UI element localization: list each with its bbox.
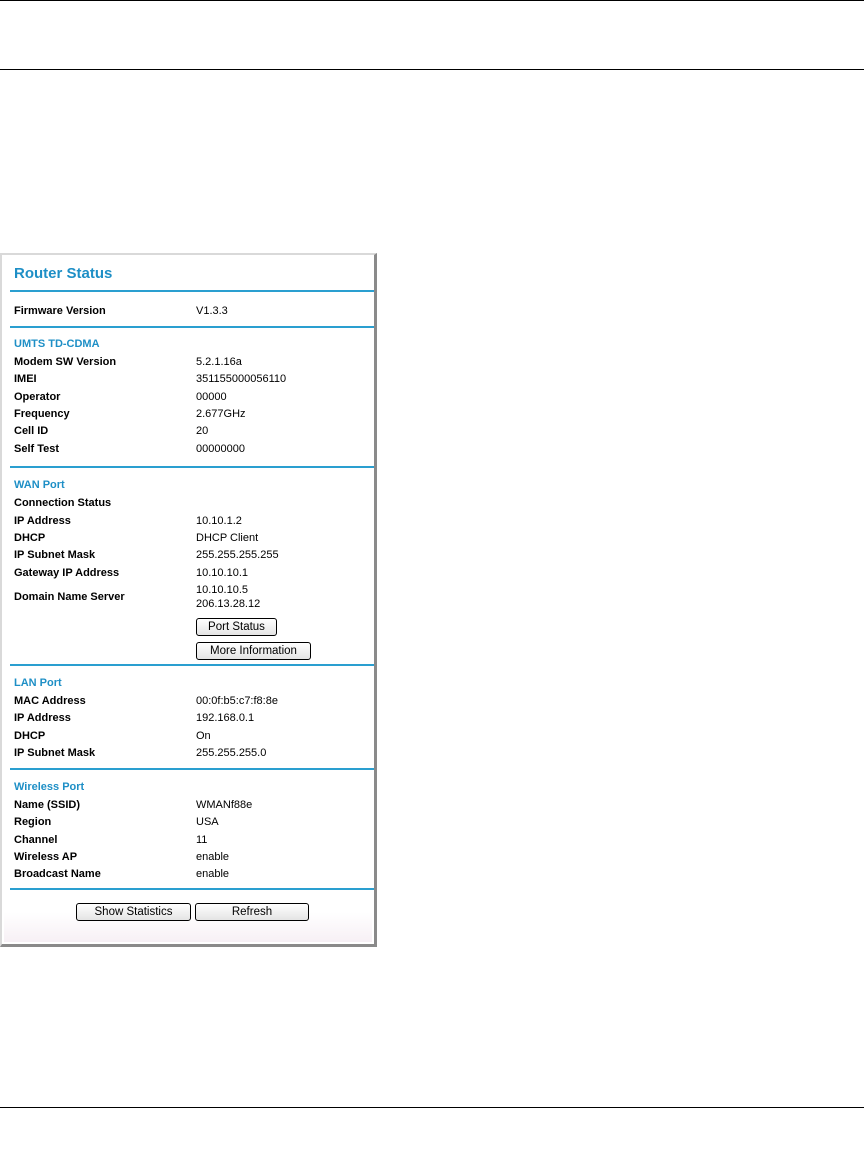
lan-row-label: MAC Address <box>14 695 86 707</box>
umts-row-value: 2.677GHz <box>196 408 246 420</box>
show-statistics-button[interactable]: Show Statistics <box>76 903 191 921</box>
wan-row-label: Gateway IP Address <box>14 567 120 579</box>
wireless-row <box>14 834 374 850</box>
umts-row-label: Frequency <box>14 408 70 420</box>
wan-row-label: DHCP <box>14 532 46 544</box>
wireless-row-label: Channel <box>14 834 58 846</box>
wireless-row-label: Wireless AP <box>14 851 78 863</box>
wan-row-value: 10.10.10.1 <box>196 567 248 579</box>
lan-section-title: LAN Port <box>14 677 62 689</box>
wan-section-title: WAN Port <box>14 479 65 491</box>
wireless-row-label: Region <box>14 816 52 828</box>
wan-row-label: IP Subnet Mask <box>14 549 96 561</box>
dns-primary-value: 10.10.10.5 <box>196 584 248 596</box>
wan-divider <box>10 664 374 666</box>
lan-row-value: On <box>196 730 211 742</box>
umts-divider <box>10 466 374 468</box>
firmware-value: V1.3.3 <box>196 305 228 317</box>
lan-row-value: 00:0f:b5:c7:f8:8e <box>196 695 278 707</box>
port-status-button[interactable]: Port Status <box>196 618 277 636</box>
wireless-row <box>14 816 374 832</box>
wan-row <box>14 532 374 548</box>
umts-row-value: 351155000056110 <box>196 373 287 385</box>
wireless-row <box>14 868 374 884</box>
wireless-row-value: WMANf88e <box>196 799 253 811</box>
router-status-window <box>0 253 377 947</box>
firmware-label: Firmware Version <box>14 305 106 317</box>
lan-row <box>14 695 374 711</box>
lan-row-value: 192.168.0.1 <box>196 712 255 724</box>
umts-row-label: Operator <box>14 391 61 403</box>
umts-row-label: Modem SW Version <box>14 356 117 368</box>
wireless-row <box>14 851 374 867</box>
lan-row <box>14 747 374 763</box>
umts-row-value: 00000 <box>196 391 227 403</box>
umts-row <box>14 356 374 372</box>
lan-row <box>14 730 374 746</box>
page-header-rule <box>0 69 864 70</box>
firmware-divider <box>10 326 374 328</box>
wireless-row-label: Broadcast Name <box>14 868 101 880</box>
page-footer-rule <box>0 1107 864 1108</box>
wireless-row-label: Name (SSID) <box>14 799 81 811</box>
page-top-rule <box>0 0 864 1</box>
wan-row <box>14 515 374 531</box>
wan-row <box>14 497 374 513</box>
more-information-button[interactable]: More Information <box>196 642 311 660</box>
umts-row <box>14 373 374 389</box>
wan-row <box>14 549 374 565</box>
wan-row-value: 255.255.255.255 <box>196 549 279 561</box>
umts-row <box>14 425 374 441</box>
wireless-row-value: USA <box>196 816 219 828</box>
umts-row-label: IMEI <box>14 373 37 385</box>
umts-row-label: Cell ID <box>14 425 49 437</box>
wan-row <box>14 567 374 583</box>
wireless-row-value: enable <box>196 868 230 880</box>
lan-divider <box>10 768 374 770</box>
wan-row-value: DHCP Client <box>196 532 259 544</box>
router-status-panel <box>4 257 372 942</box>
lan-row-value: 255.255.255.0 <box>196 747 267 759</box>
lan-row <box>14 712 374 728</box>
umts-row-value: 5.2.1.16a <box>196 356 242 368</box>
wireless-row <box>14 799 374 815</box>
umts-row-value: 00000000 <box>196 443 245 455</box>
wan-dns-row <box>14 584 374 614</box>
wireless-divider <box>10 888 374 890</box>
lan-row-label: DHCP <box>14 730 46 742</box>
dns-label: Domain Name Server <box>14 591 125 603</box>
page-title: Router Status <box>14 265 113 282</box>
wireless-row-value: enable <box>196 851 230 863</box>
wan-row-value: 10.10.1.2 <box>196 515 242 527</box>
lan-row-label: IP Subnet Mask <box>14 747 96 759</box>
dns-secondary-value: 206.13.28.12 <box>196 598 261 610</box>
wireless-row-value: 11 <box>196 834 208 846</box>
umts-section-title: UMTS TD-CDMA <box>14 338 100 350</box>
umts-row <box>14 391 374 407</box>
firmware-row <box>14 305 374 321</box>
umts-row <box>14 408 374 424</box>
umts-row <box>14 443 374 459</box>
umts-row-value: 20 <box>196 425 209 437</box>
umts-row-label: Self Test <box>14 443 60 455</box>
wan-row-label: IP Address <box>14 515 71 527</box>
title-divider <box>10 290 374 292</box>
lan-row-label: IP Address <box>14 712 71 724</box>
refresh-button[interactable]: Refresh <box>195 903 309 921</box>
wan-row-label: Connection Status <box>14 497 112 509</box>
wireless-section-title: Wireless Port <box>14 781 85 793</box>
